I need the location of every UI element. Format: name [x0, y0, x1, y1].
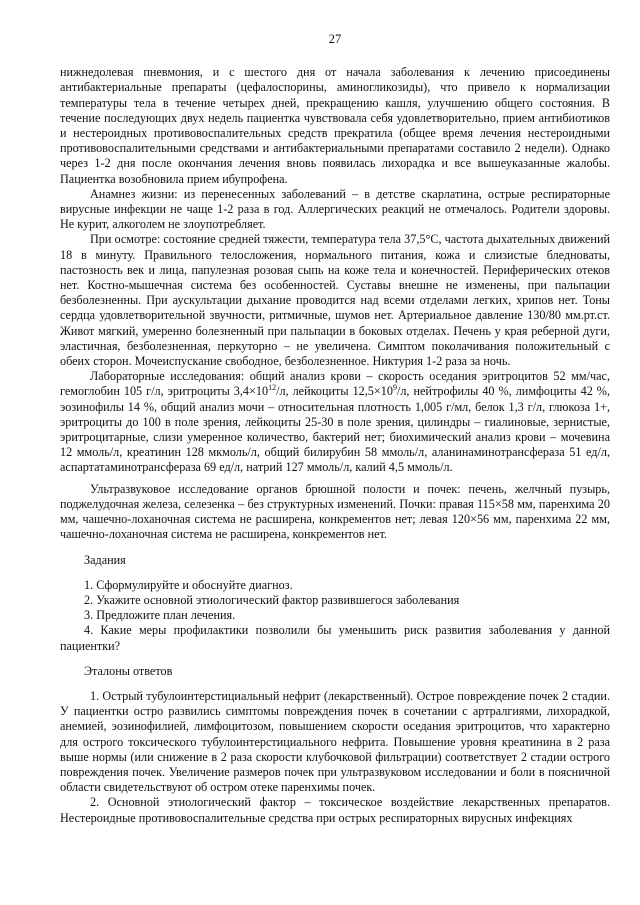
lab-text-part-1: Лабораторные исследования: общий анализ крови – скорость оседания эритроцитов 52 мм/час, гемоглобин 105 г/л, эритроциты 3,4×10: [60, 369, 610, 399]
answer-item-2: 2. Основной этиологический фактор – токсическое воздействие лекарственных препаратов. Нестероидные противовоспалительные средства при острых респираторных вирусных инфекциях: [60, 795, 610, 825]
task-item-3: 3. Предложите план лечения.: [84, 608, 236, 623]
lab-text-part-3: /л, нейтрофилы 40 %, лимфоциты 42 %, эозинофилы 14 %, общий анализ мочи – относительная плотность 1,005 г/мл, белок 1,3 г/л, глюкоза 1+, эритроциты до 100 в поле зрения, лейкоциты 25-30 в поле зрения, цилиндры – гиалиновые, зернистые, эритроцитарные, слизи умеренное количество, бактерий нет; биохимический анализ крови – мочевина 12 ммоль/л, креатинин 128 мкмоль/л, общий билирубин 58 ммоль/л, аланинаминотрансфераза 51 ед/л, аспартатаминотрансфераза 69 ед/л, натрий 127 ммоль/л, калий 4,5 ммоль/л.: [60, 384, 610, 475]
answers-heading: Эталоны ответов: [84, 663, 173, 678]
answer-item-1: 1. Острый тубулоинтерстициальный нефрит (лекарственный). Острое повреждение почек 2 стадии. У пациентки остро развились симптомы повреждения почек в сочетании с артралгиями, лихорадкой, анемией, эозинофилией, лимфоцитозом, повышением скорости оседания эритроцитов, что характерно для острого токсического тубулоинтерстициального нефрита. Повышение уровня креатинина в 2 раза выше нормы (или снижение в 2 раза скорости клубочковой фильтрации) соответствует 2 стадии острого повреждения почек. Увеличение размеров почек при ультразвуковом исследовании и боли в поясничной области свидетельствуют об остром отеке паренхимы почек.: [60, 688, 610, 795]
tasks-heading: Задания: [84, 552, 126, 567]
task-item-2: 2. Укажите основной этиологический фактор развившегося заболевания: [84, 592, 460, 607]
lab-exponent-2: 9: [392, 383, 397, 393]
paragraph-lab-results: [60, 369, 610, 475]
lab-text-part-2: /л, лейкоциты 12,5×10: [276, 384, 393, 399]
task-item-4: 4. Какие меры профилактики позволили бы уменьшить риск развития заболевания у данной пациентки?: [60, 623, 610, 653]
paragraph-ultrasound: Ультразвуковое исследование органов брюшной полости и почек: печень, желчный пузырь, поджелудочная железа, селезенка – без структурных изменений. Почки: правая 115×58 мм, паренхима 20 мм, чашечно-лоханочная система не расширена, конкрементов нет; левая 120×56 мм, паренхима 22 мм, чашечно-лоханочная система не расширена, конкрементов нет.: [60, 481, 610, 542]
paragraph-history-continuation: нижнедолевая пневмония, и с шестого дня от начала заболевания к лечению присоединены антибактериальные препараты (цефалоспорины, аминогликозиды), что привело к нормализации температуры тела в течение четырех дней, прекращению кашля, улучшению общего состояния. В течение последующих двух недель пациентка чувствовала себя удовлетворительно, прием антибиотиков и нестероидных противовоспалительных средств прекратила (общее время лечения нестероидными противовоспалительными средствами и антибактериальными препаратами составило 2 недели). Однако через 1-2 дня после окончания лечения вновь появилась лихорадка и все вышеуказанные жалобы. Пациентка возобновила прием ибупрофена.: [60, 65, 610, 186]
task-item-1: 1. Сформулируйте и обоснуйте диагноз.: [84, 577, 293, 592]
lab-exponent-1: 12: [268, 383, 277, 393]
page-number: 27: [328, 32, 342, 46]
paragraph-life-anamnesis: Анамнез жизни: из перенесенных заболеваний – в детстве скарлатина, острые респираторные вирусные инфекции не чаще 1-2 раза в год. Аллергических реакций не отмечалось. Родители здоровы. Не курит, алкоголем не злоупотребляет.: [60, 186, 610, 232]
document-page: [60, 32, 610, 826]
paragraph-examination: При осмотре: состояние средней тяжести, температура тела 37,5°С, частота дыхательных движений 18 в минуту. Правильного телосложения, нормального питания, кожа и слизистые бледноваты, пастозность век и лица, папулезная розовая сыпь на коже тела и конечностей. Периферических отеков нет. Костно-мышечная система без особенностей. Суставы внешне не изменены, при пальпации безболезненны. При аускультации дыхание проводится над всеми отделами легких, хрипов нет. Тоны сердца удовлетворительной звучности, ритмичные, шумов нет. Артериальное давление 130/80 мм.рт.ст. Живот мягкий, умеренно болезненный при пальпации в боковых отделах. Печень у края реберной дуги, эластичная, безболезненная, перкуторно – не увеличена. Симптом поколачивания положительный с обеих сторон. Мочеиспускание свободное, безболезненное. Никтурия 1-2 раза за ночь.: [60, 232, 610, 369]
